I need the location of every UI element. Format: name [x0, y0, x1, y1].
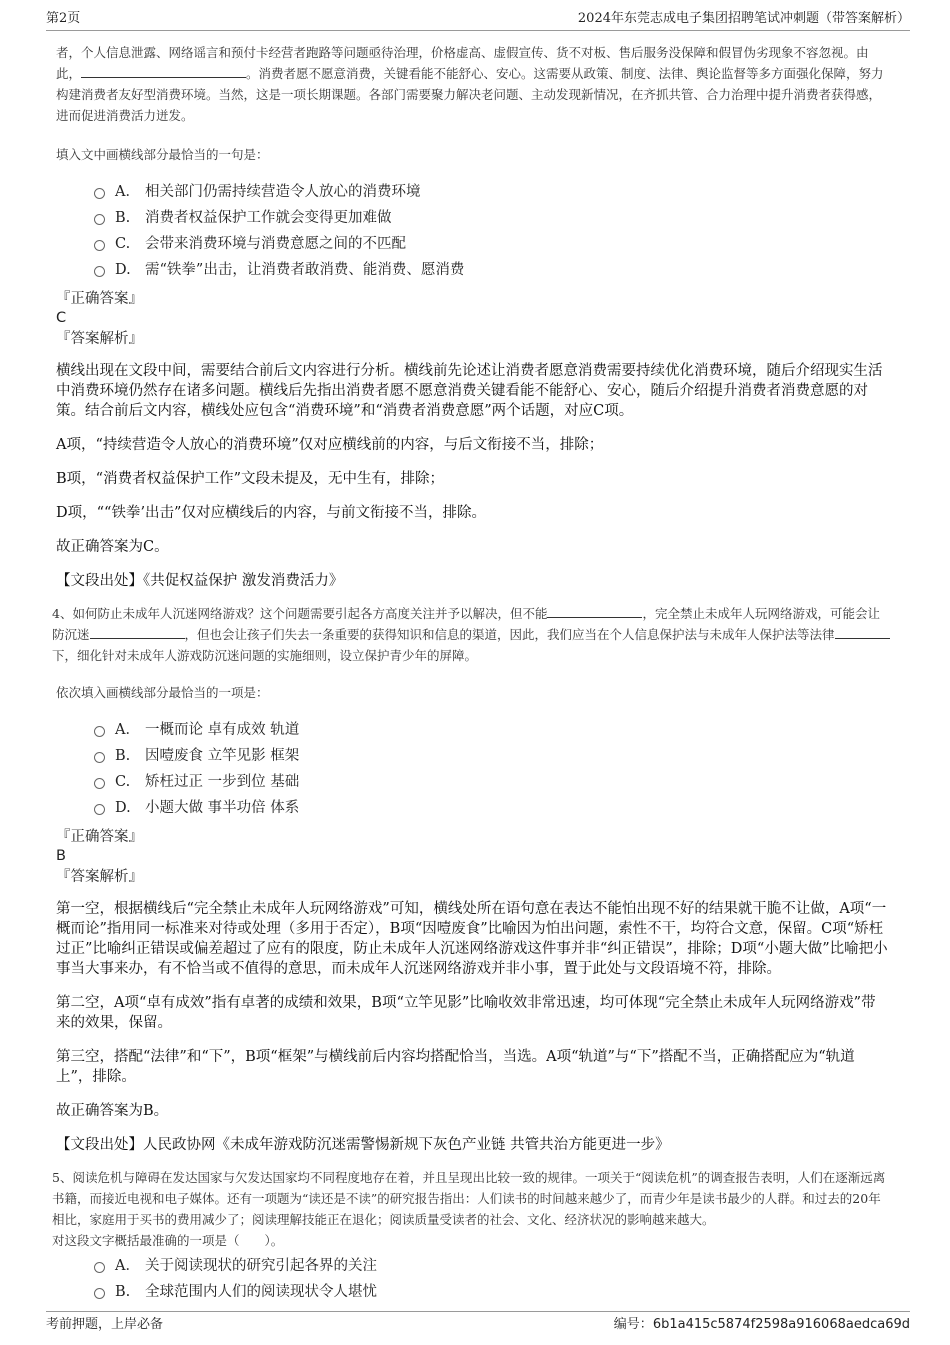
q4-blank-1: [547, 604, 642, 618]
q4-analysis-3: 第三空，搭配“法律”和“下”，B项“框架”与横线前后内容均搭配恰当，当选。A项“轨道”与“下”搭配不当，正确搭配应为“轨道上”，排除。: [56, 1049, 855, 1085]
q3-analysis-label: 『答案解析』: [56, 331, 143, 347]
page-content: [52, 40, 890, 1305]
radio-icon[interactable]: [94, 266, 105, 277]
radio-icon[interactable]: [94, 778, 105, 789]
q3-analysis-1: 横线出现在文段中间，需要结合前后文内容进行分析。横线前先论述让消费者愿意消费需要持续优化消费环境，随后介绍现实生活中消费环境仍然存在诸多问题。横线后先指出消费者愿不愿意消费关键看能不能舒心、安心，随后介绍提升消费者消费意愿的对策。结合前后文内容，横线处应包含“消费环境”和“消费者消费意愿”两个话题，对应C项。: [56, 363, 883, 419]
radio-icon[interactable]: [94, 1288, 105, 1299]
q4-analysis-1: 第一空，根据横线后“完全禁止未成年人玩网络游戏”可知，横线处所在语句意在表达不能怕出现不好的结果就干脆不让做，A项“一概而论”指用同一标准来对待或处理（多用于否定），B项“因噎废食”比喻因为怕出问题，索性不干，均符合文意，保留。C项“矫枉过正”比喻纠正错误或偏差超过了应有的限度，防止未成年人沉迷网络游戏这件事并非“纠正错误”，排除；D项“小题大做”比喻把小事当大事来办，有不恰当或不值得的意思，而未成年人沉迷网络游戏并非小事，置于此处与文段语境不符，排除。: [56, 901, 888, 977]
q3-source: 【文段出处】《共促权益保护 激发消费活力》: [56, 573, 344, 589]
q3-option-d[interactable]: D. 需“铁拳”出击，让消费者敢消费、能消费、愿消费: [94, 257, 890, 283]
q5-option-a[interactable]: A． 关于阅读现状的研究引起各界的关注: [94, 1253, 890, 1279]
q4-analysis-label: 『答案解析』: [56, 869, 143, 885]
q4-analysis-4: 故正确答案为B。: [56, 1103, 169, 1119]
q3-analysis-5: 故正确答案为C。: [56, 539, 169, 555]
q3-answer: C: [56, 310, 67, 326]
q3-analysis-2: A项，“持续营造令人放心的消费环境”仅对应横线前的内容，与后文衔接不当，排除；: [56, 437, 604, 453]
q4-option-d[interactable]: D. 小题大做 事半功倍 体系: [94, 795, 890, 821]
q4-prompt: 依次填入画横线部分最恰当的一项是：: [56, 685, 269, 700]
q5-stem: 5、阅读危机与障碍在发达国家与欠发达国家均不同程度地存在着，并且呈现出比较一致的规律。一项关于“阅读危机”的调查报告表明，人们在逐渐远离书籍，而接近电视和电子媒体。还有一项题为“读还是不读”的研究报告指出：人们读书的时间越来越少了，而青少年是读书最少的人群。和过去的20年相比，家庭用于买书的费用减少了；阅读理解技能正在退化；阅读质量受读者的社会、文化、经济状况的影响越来越大。: [52, 1170, 886, 1227]
q5-prompt: 对这段文字概括最准确的一项是（ ）。: [52, 1233, 284, 1248]
radio-icon[interactable]: [94, 804, 105, 815]
q4-option-a[interactable]: A． 一概而论 卓有成效 轨道: [94, 717, 890, 743]
radio-icon[interactable]: [94, 752, 105, 763]
q4-source: 【文段出处】人民政协网《未成年游戏防沉迷需警惕新规下灰色产业链 共管共治方能更进一步》: [56, 1137, 670, 1153]
q3-passage: 者，个人信息泄露、网络谣言和预付卡经营者跑路等问题亟待治理，价格虚高、虚假宣传、货不对板、售后服务没保障和假冒伪劣现象不容忽视。由此， 。消费者愿不愿意消费，关键看能不能舒心、安心。这需要从政策、制度、法律、舆论监督等多方面强化保障，努力构建消费者友好型消费环境。当然，这是一项长期课题。各部门需要聚力解决老问题、主动发现新情况，在齐抓共管、合力治理中提升消费者获得感，进而促进消费活力迸发。: [56, 45, 884, 123]
q5-option-b[interactable]: B. 全球范围内人们的阅读现状令人堪忧: [94, 1279, 890, 1305]
radio-icon[interactable]: [94, 188, 105, 199]
q4-options: [94, 717, 890, 821]
q3-blank: [81, 64, 246, 78]
q3-option-a[interactable]: A． 相关部门仍需持续营造令人放心的消费环境: [94, 179, 890, 205]
footer-code: 编号：6b1a415c5874f2598a916068aedca69d: [613, 1317, 910, 1332]
page-header: [46, 10, 910, 31]
page-footer: [46, 1311, 910, 1340]
q3-analysis-4: D项，““铁拳’出击”仅对应横线后的内容，与前文衔接不当，排除。: [56, 505, 486, 521]
q3-prompt: 填入文中画横线部分最恰当的一句是：: [56, 147, 269, 162]
q4-option-b[interactable]: B. 因噎废食 立竿见影 框架: [94, 743, 890, 769]
radio-icon[interactable]: [94, 240, 105, 251]
q4-option-c[interactable]: C. 矫枉过正 一步到位 基础: [94, 769, 890, 795]
document-title: 2024年东莞志成电子集团招聘笔试冲刺题（带答案解析）: [577, 11, 910, 26]
page-number: 第2页: [46, 11, 81, 26]
q3-answer-label: 『正确答案』: [56, 291, 143, 307]
radio-icon[interactable]: [94, 726, 105, 737]
footer-slogan: 考前押题，上岸必备: [46, 1317, 164, 1332]
q4-stem: 4、如何防止未成年人沉迷网络游戏？这个问题需要引起各方高度关注并予以解决，但不能 ，完全禁止未成年人玩网络游戏，可能会让防沉迷 ，但也会让孩子们失去一条重要的获得知识和信息的渠道，因此，我们应当在个人信息保护法与未成年人保护法等法律下，细化针对未成年人游戏防沉迷问题的实施细则，设立保护青少年的屏障。: [52, 603, 890, 666]
q5-options: [94, 1253, 890, 1305]
q3-option-b[interactable]: B. 消费者权益保护工作就会变得更加难做: [94, 205, 890, 231]
q4-analysis-2: 第二空，A项“卓有成效”指有卓著的成绩和效果，B项“立竿见影”比喻收效非常迅速，均可体现“完全禁止未成年人玩网络游戏”带来的效果，保留。: [56, 995, 876, 1031]
q4-answer: B: [56, 848, 66, 864]
q4-blank-3: [835, 625, 890, 639]
q3-options: [94, 179, 890, 283]
q4-answer-label: 『正确答案』: [56, 829, 143, 845]
q4-blank-2: [90, 625, 185, 639]
q3-option-c[interactable]: C. 会带来消费环境与消费意愿之间的不匹配: [94, 231, 890, 257]
radio-icon[interactable]: [94, 1262, 105, 1273]
q3-analysis-3: B项，“消费者权益保护工作”文段未提及，无中生有，排除；: [56, 471, 444, 487]
radio-icon[interactable]: [94, 214, 105, 225]
